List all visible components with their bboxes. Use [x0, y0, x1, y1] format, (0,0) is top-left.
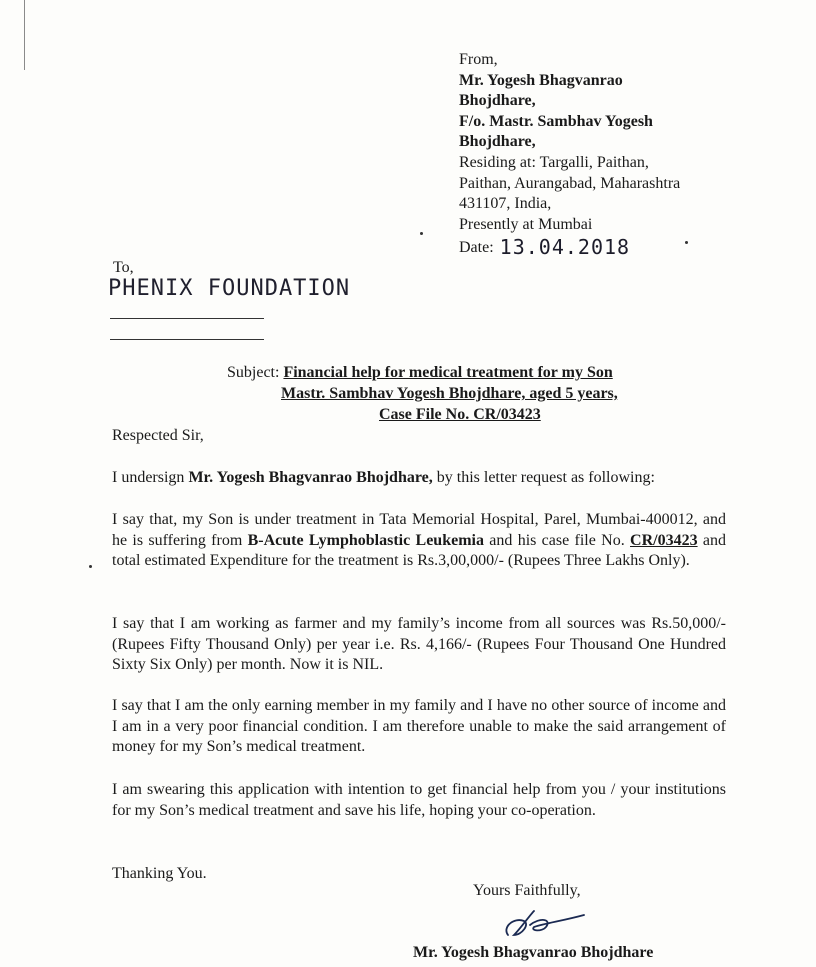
date-label: Date:	[459, 239, 494, 257]
intro-paragraph	[112, 468, 726, 489]
case-number: CR/03423	[630, 531, 698, 549]
address-blank-line	[110, 339, 264, 340]
disease-name: B-Acute Lymphoblastic Leukemia	[247, 531, 484, 549]
intro-text: I undersign	[112, 469, 189, 486]
recipient-handwritten: PHENIX FOUNDATION	[108, 276, 351, 301]
date-line	[459, 235, 680, 259]
handwritten-date: 13.04.2018	[499, 235, 631, 260]
father-of-line2: Bhojdhare,	[459, 133, 536, 151]
sender-block	[459, 50, 680, 259]
paragraph-treatment	[112, 510, 726, 572]
salutation: Respected Sir,	[112, 427, 204, 444]
para1-text: I say that, my Son is under treatment in Tata Memorial Hospital, Parel, Mumbai-400012, and he is suffering from	[112, 511, 726, 549]
para1-text: and his case file No.	[483, 531, 631, 549]
father-of-line1: F/o. Mastr. Sambhav Yogesh	[459, 112, 653, 130]
subject-line3: Case File No. CR/03423	[379, 406, 541, 423]
intro-text: by this letter request as following:	[432, 469, 655, 486]
speck	[685, 241, 688, 244]
signature-image	[500, 905, 590, 945]
speck	[89, 565, 92, 568]
subject-line1: Financial help for medical treatment for my Son	[283, 364, 613, 381]
closing: Yours Faithfully,	[473, 882, 581, 899]
margin-line	[24, 0, 25, 70]
thanks-line: Thanking You.	[112, 865, 207, 882]
address-line1: Residing at: Targalli, Paithan,	[459, 153, 649, 171]
sender-name-line1: Mr. Yogesh Bhagvanrao	[459, 71, 623, 89]
subject-block	[227, 362, 618, 425]
subject-line2: Mastr. Sambhav Yogesh Bhojdhare, aged 5 years,	[281, 385, 618, 402]
subject-label: Subject:	[227, 364, 280, 381]
para1-text: and total estimated Expenditure for the treatment is Rs.3,00,000/- (Rupees Three Lakhs Only).	[112, 531, 726, 570]
from-label: From,	[459, 51, 498, 68]
intro-sender-name: Mr. Yogesh Bhagvanrao Bhojdhare,	[188, 469, 433, 486]
address-blank-line	[110, 318, 264, 319]
sender-name-line2: Bhojdhare,	[459, 92, 536, 110]
address-line3: 431107, India,	[459, 195, 552, 213]
paragraph-financial-condition: I say that I am the only earning member in my family and I have no other source of income and I am in a very poor financial condition. I am therefore unable to make the said arrangement of money for my Son’s medical treatment.	[112, 697, 726, 756]
speck	[420, 232, 423, 235]
to-label: To,	[113, 259, 134, 276]
presently-at: Presently at Mumbai	[459, 215, 593, 233]
signatory-name: Mr. Yogesh Bhagvanrao Bhojdhare	[413, 944, 654, 961]
paragraph-request: I am swearing this application with intention to get financial help from you / your institutions for my Son’s medical treatment and save his life, hoping your co-operation.	[112, 781, 726, 819]
paragraph-income: I say that I am working as farmer and my family’s income from all sources was Rs.50,000/- (Rupees Fifty Thousand Only) per year i.e. Rs. 4,166/- (Rupees Four Thousand One Hundred Sixty Six Only) per month. Now it is NIL.	[112, 615, 726, 674]
address-line2: Paithan, Aurangabad, Maharashtra	[459, 174, 681, 192]
